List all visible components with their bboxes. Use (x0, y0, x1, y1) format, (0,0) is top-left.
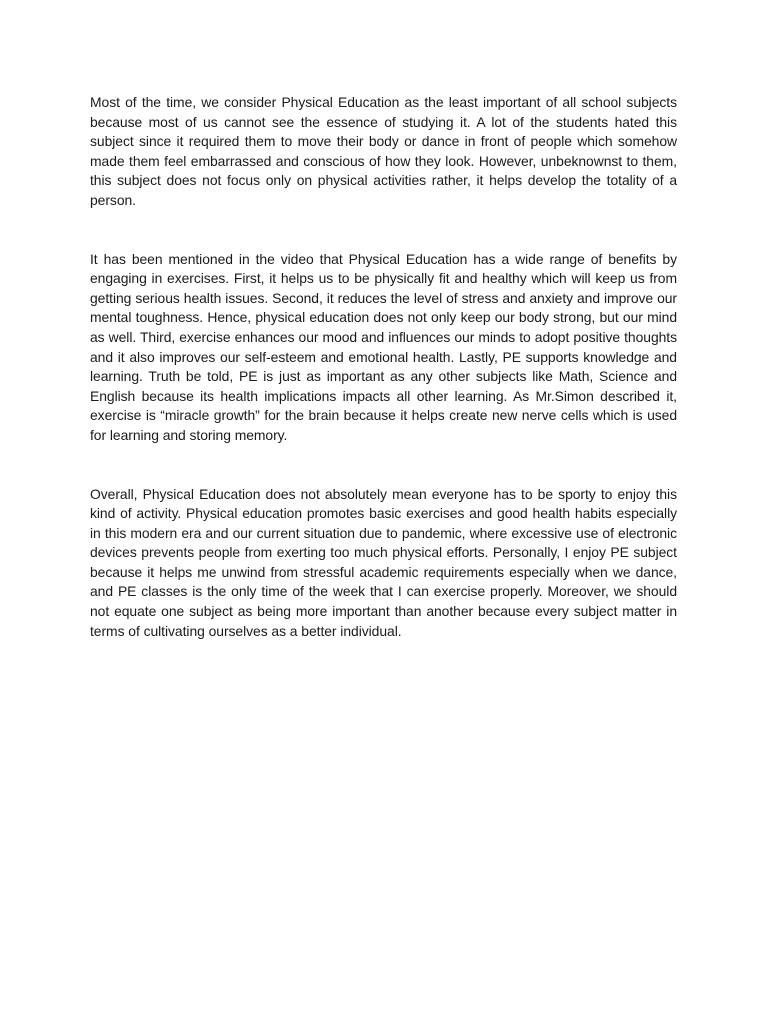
document-body (90, 93, 677, 641)
paragraph-conclusion: Overall, Physical Education does not absolutely mean everyone has to be sporty to enjoy this kind of activity. Physical education promotes basic exercises and good health habits especially in this modern era and our current situation due to pandemic, where excessive use of electronic devices prevents people from exerting too much physical efforts. Personally, I enjoy PE subject because it helps me unwind from stressful academic requirements especially when we dance, and PE classes is the only time of the week that I can exercise properly. Moreover, we should not equate one subject as being more important than another because every subject matter in terms of cultivating ourselves as a better individual. (90, 485, 677, 639)
paragraph-benefits: It has been mentioned in the video that Physical Education has a wide range of benefits by engaging in exercises. First, it helps us to be physically fit and healthy which will keep us from getting serious health issues. Second, it reduces the level of stress and anxiety and improve our mental toughness. Hence, physical education does not only keep our body strong, but our mind as well. Third, exercise enhances our mood and influences our minds to adopt positive thoughts and it also improves our self-esteem and emotional health. Lastly, PE supports knowledge and learning. Truth be told, PE is just as important as any other subjects like Math, Science and English because its health implications impacts all other learning. As Mr.Simon described it, exercise is “miracle growth” for the brain because it helps create new nerve cells which is used for learning and storing memory. (90, 250, 677, 443)
paragraph-intro: Most of the time, we consider Physical Education as the least important of all school subjects because most of us cannot see the essence of studying it. A lot of the students hated this subject since it required them to move their body or dance in front of people which somehow made them feel embarrassed and conscious of how they look. However, unbeknownst to them, this subject does not focus only on physical activities rather, it helps develop the totality of a person. (90, 94, 677, 208)
